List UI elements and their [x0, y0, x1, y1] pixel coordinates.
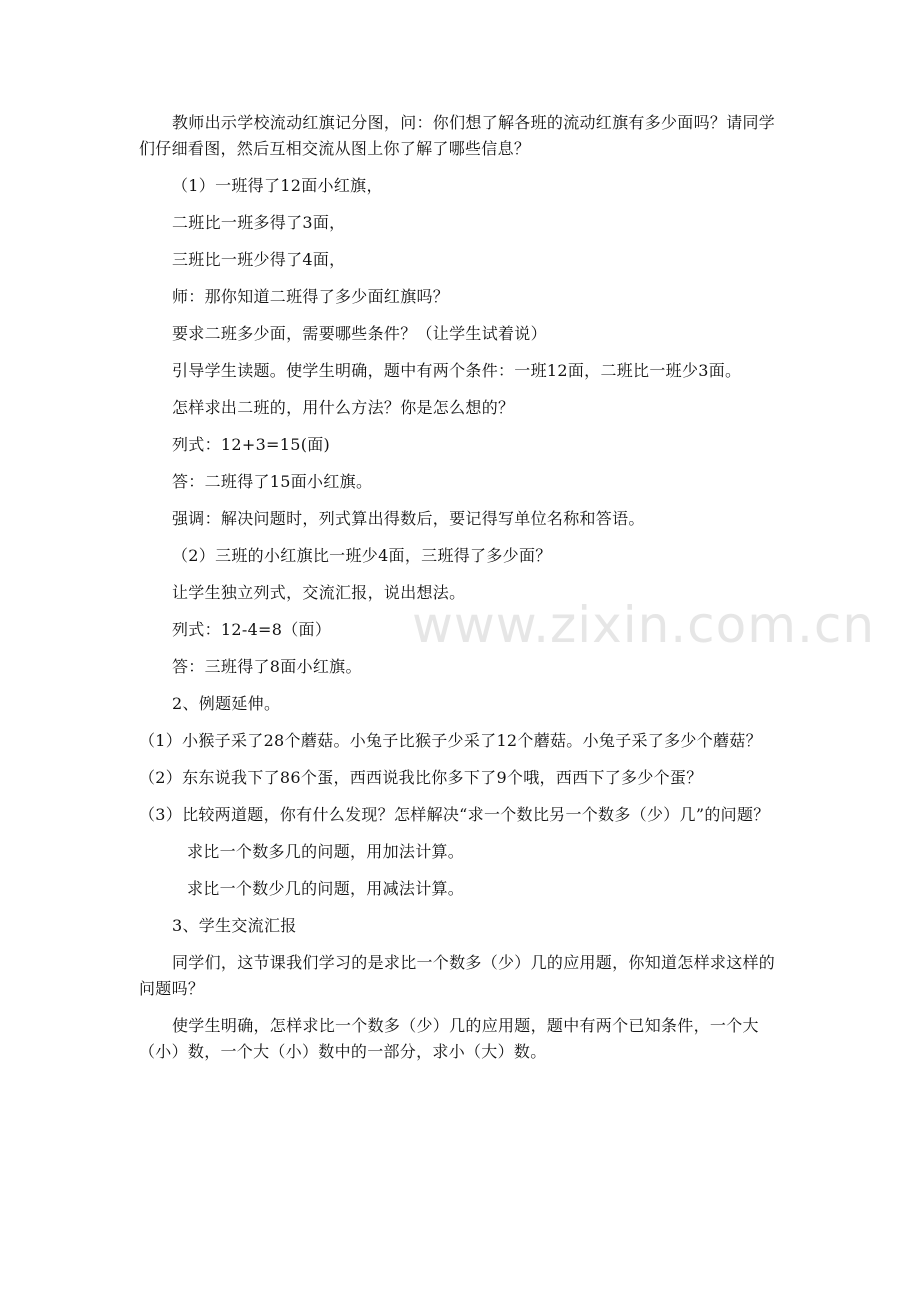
paragraph-equation-1: 列式：12+3=15(面): [172, 435, 331, 454]
paragraph-summary-conclusion: 使学生明确，怎样求比一个数多（少）几的应用题，题中有两个已知条件，一个大（小）数，一个大（小）数中的一部分，求小（大）数。: [139, 1016, 759, 1061]
paragraph-conditions-question: 要求二班多少面，需要哪些条件？（让学生试着说）: [172, 324, 547, 343]
paragraph-teacher-question: 师：那你知道二班得了多少面红旗吗？: [172, 287, 450, 306]
section-heading-2: 2、例题延伸。: [172, 694, 281, 713]
watermark-text: www.zixin.com.cn: [412, 596, 876, 654]
paragraph-emphasis: 强调：解决问题时，列式算出得数后，要记得写单位名称和答语。: [172, 509, 645, 528]
document-body: [139, 110, 789, 1076]
paragraph-guide-reading: 引导学生读题。使学生明确，题中有两个条件：一班12面，二班比一班少3面。: [172, 361, 742, 380]
paragraph-item-1: （1）一班得了12面小红旗，: [172, 176, 383, 195]
paragraph-answer-1: 答：二班得了15面小红旗。: [172, 472, 373, 491]
paragraph-independent: 让学生独立列式，交流汇报，说出想法。: [172, 583, 466, 602]
paragraph-class-2: 二班比一班多得了3面，: [172, 213, 346, 232]
paragraph-class-3: 三班比一班少得了4面，: [172, 250, 346, 269]
paragraph-example-2: （2）东东说我下了86个蛋，西西说我比你多下了9个哦，西西下了多少个蛋？: [139, 768, 703, 787]
paragraph-summary-question: 同学们，这节课我们学习的是求比一个数多（少）几的应用题，你知道怎样求这样的问题吗？: [139, 953, 776, 998]
paragraph-answer-2: 答：三班得了8面小红旗。: [172, 657, 362, 676]
paragraph-item-2: （2）三班的小红旗比一班少4面，三班得了多少面？: [172, 546, 552, 565]
paragraph-equation-2: 列式：12-4=8（面）: [172, 620, 332, 639]
paragraph-method-question: 怎样求出二班的，用什么方法？你是怎么想的？: [172, 398, 515, 417]
section-heading-3: 3、学生交流汇报: [172, 916, 297, 935]
paragraph-example-1: （1）小猴子采了28个蘑菇。小兔子比猴子少采了12个蘑菇。小兔子采了多少个蘑菇？: [139, 731, 762, 750]
paragraph-example-3: （3）比较两道题，你有什么发现？怎样解决“求一个数比另一个数多（少）几”的问题？: [139, 805, 770, 824]
paragraph-rule-addition: 求比一个数多几的问题，用加法计算。: [187, 842, 465, 861]
paragraph-intro: 教师出示学校流动红旗记分图，问：你们想了解各班的流动红旗有多少面吗？请同学们仔细看图，然后互相交流从图上你了解了哪些信息？: [139, 113, 776, 158]
paragraph-rule-subtraction: 求比一个数少几的问题，用减法计算。: [187, 879, 465, 898]
